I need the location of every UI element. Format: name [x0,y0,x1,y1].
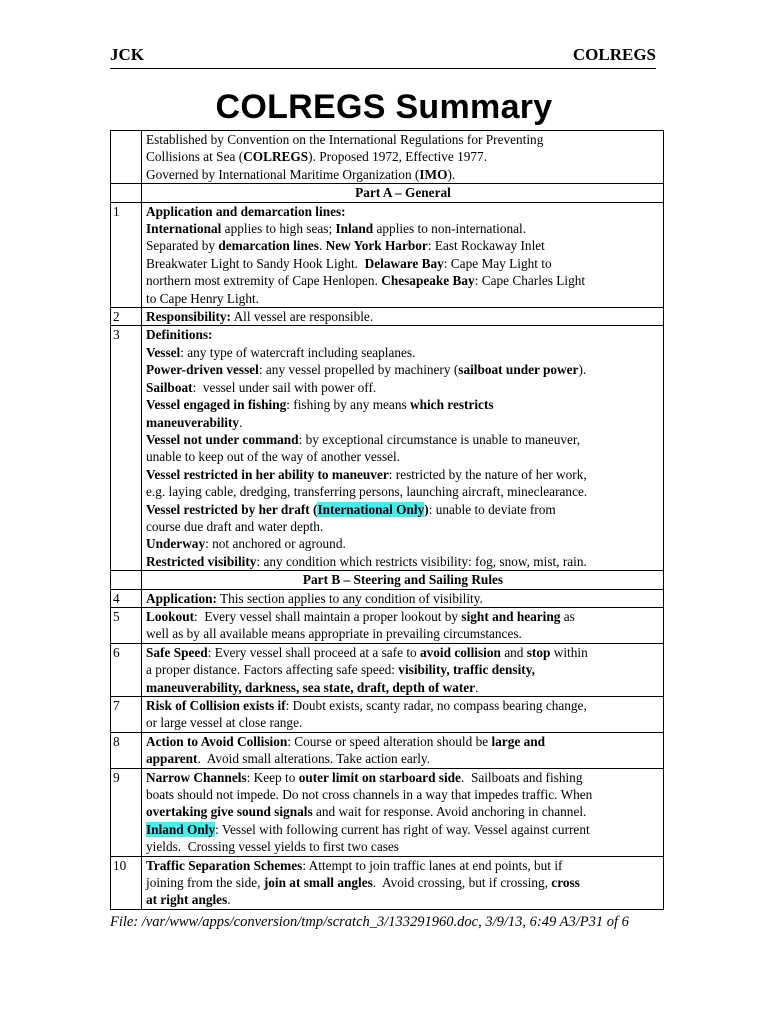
text-line [146,786,660,803]
text-run: : Every vessel shall proceed at a safe to [207,644,420,660]
bold-text: Vessel [146,344,181,360]
bold-text: which restricts [409,397,494,413]
bold-text: Vessel restricted by her draft ( [146,501,318,517]
bold-text: overtaking give sound signals [146,804,313,820]
text-run: All vessel are responsible. [230,309,374,325]
text-line [146,483,660,500]
summary-table-body [111,131,664,910]
text-run: : not anchored or aground. [205,536,346,552]
text-line [146,733,660,750]
bold-text: maneuverability, darkness, sea state, draft, depth of water [146,679,476,695]
text-line [146,590,660,607]
rule-row [111,202,664,307]
text-line [146,714,660,731]
rule-text [142,131,664,184]
text-line [146,874,660,891]
rule-number: 4 [111,589,142,607]
text-run: to Cape Henry Light. [146,290,259,306]
text-line [146,308,660,325]
bold-text: outer limit on starboard side [298,769,461,785]
rule-row [111,697,664,733]
bold-text: Inland [335,221,374,237]
bold-text: demarcation lines [218,238,319,254]
text-run: and wait for response. Avoid anchoring in channel. [312,804,587,820]
text-run: . [227,892,231,908]
text-run: within [550,644,588,660]
bold-text: Application: [146,590,217,606]
text-run: : Keep to [246,769,299,785]
bold-text: visibility, traffic density, [398,662,535,678]
rule-number: 9 [111,768,142,856]
text-run: : fishing by any means [286,397,410,413]
rule-number: 8 [111,732,142,768]
bold-text: Power-driven vessel [146,362,259,378]
rule-number: 1 [111,202,142,307]
bold-text: large and [491,733,546,749]
text-line [146,750,660,767]
text-line [146,272,660,289]
rule-row [111,589,664,607]
bold-text: join at small angles [263,875,373,891]
text-run: course due draft and water depth. [146,518,324,534]
rule-text [142,697,664,733]
bold-text: Delaware Bay [364,255,444,271]
text-run: and [500,644,527,660]
text-run: ). [447,166,456,182]
text-run: Collisions at Sea ( [146,149,244,165]
rule-text [142,589,664,607]
bold-text: at right angles [146,892,228,908]
text-run: : Vessel with following current has right of way. Vessel against current [215,821,590,837]
highlighted-text: International Only [317,501,425,517]
bold-text: stop [526,644,551,660]
text-line [146,838,660,855]
bold-text: Vessel not under command [146,431,299,447]
text-run: : any vessel propelled by machinery ( [258,362,459,378]
rule-number: 6 [111,643,142,696]
rule-text [142,856,664,909]
text-run: . [475,679,479,695]
highlighted-text: Inland Only [146,821,216,837]
rule-text [142,732,664,768]
text-line [146,891,660,908]
text-line [146,166,660,183]
rule-text [142,607,664,643]
text-run: as [560,608,575,624]
text-line [146,466,660,483]
rule-row [111,732,664,768]
rule-number: 10 [111,856,142,909]
text-line [146,326,660,343]
text-line [146,857,660,874]
bold-text: Safe Speed [146,644,208,660]
bold-text: Action to Avoid Collision [146,733,288,749]
text-line [146,661,660,678]
bold-text: Traffic Separation Schemes [146,857,303,873]
text-run: : vessel under sail with power off. [192,379,377,395]
text-line [146,608,660,625]
text-line [146,203,660,220]
text-run: : by exceptional circumstance is unable to maneuver, [298,431,581,447]
bold-text: Responsibility: [146,309,231,325]
rule-number [111,184,142,202]
text-run: . Avoid small alterations. Take action early. [197,751,431,767]
rule-number: 3 [111,326,142,571]
bold-text: IMO [419,166,448,182]
text-line [146,361,660,378]
text-line [146,131,660,148]
text-run: northern most extremity of Cape Henlopen. [146,273,382,289]
bold-text: Chesapeake Bay [381,273,475,289]
bold-text: New York Harbor [325,238,428,254]
bold-text: Lookout [146,608,195,624]
rule-row [111,131,664,184]
text-line [146,237,660,254]
text-run: : Attempt to join traffic lanes at end points, but if [302,857,563,873]
rule-number: 5 [111,607,142,643]
text-run: : Every vessel shall maintain a proper lookout by [194,608,462,624]
text-run: : unable to deviate from [428,501,556,517]
header-left: JCK [110,45,144,64]
text-line [146,290,660,307]
text-run: boats should not impede. Do not cross channels in a way that impedes traffic. When [146,787,593,803]
bold-text: Sailboat [146,379,193,395]
rule-number: 2 [111,308,142,326]
text-line [146,255,660,272]
bold-text: maneuverability [146,414,240,430]
bold-text: Vessel engaged in fishing [146,397,287,413]
rule-row [111,607,664,643]
text-line [146,431,660,448]
rule-row [111,326,664,571]
text-line [146,396,660,413]
rule-number: 7 [111,697,142,733]
header-right: COLREGS [572,45,656,64]
text-run: : any type of watercraft including seaplanes. [180,344,416,360]
text-line [146,220,660,237]
bold-text: Risk of Collision exists if [146,698,286,713]
rule-text [142,768,664,856]
text-run: . [239,414,243,430]
bold-text: avoid collision [419,644,501,660]
text-run: well as by all available means appropriate in prevailing circumstances. [146,626,522,642]
rule-row [111,768,664,856]
part-heading-row [111,184,664,202]
text-line [146,769,660,786]
text-line [146,535,660,552]
rule-row [111,856,664,909]
bold-text: cross [551,875,580,891]
text-run: yields. Crossing vessel yields to first two cases [146,839,399,855]
bold-text: Underway [146,536,206,552]
text-run: . Avoid crossing, but if crossing, [372,875,552,891]
bold-text: Narrow Channels [146,769,247,785]
rule-text [142,202,664,307]
bold-text: Restricted visibility [146,553,257,569]
text-line [146,414,660,431]
text-run: or large vessel at close range. [146,715,303,731]
text-run: : Course or speed alteration should be [287,733,492,749]
text-line [146,625,660,642]
bold-text: apparent [146,751,198,767]
text-run: . [318,238,326,254]
bold-text: sight and hearing [461,608,561,624]
text-run: Governed by International Maritime Organization ( [146,166,420,182]
rule-number [111,571,142,589]
text-run: : restricted by the nature of her work, [388,466,587,482]
page-header [110,44,656,69]
rule-text [142,326,664,571]
bold-text: International [146,221,222,237]
bold-text: Application and demarcation lines: [146,203,346,219]
text-run: This section applies to any condition of visibility. [216,590,483,606]
text-line [146,344,660,361]
text-run: e.g. laying cable, dredging, transferring persons, launching aircraft, mineclearance. [146,484,588,500]
page-title: COLREGS Summary [215,88,553,126]
text-line [146,697,660,714]
text-run: ). Proposed 1972, Effective 1977. [308,149,488,165]
text-run: Established by Convention on the International Regulations for Preventing [146,132,544,147]
text-run: : Doubt exists, scanty radar, no compass bearing change, [285,698,587,713]
text-line [146,448,660,465]
text-run: a proper distance. Factors affecting safe speed: [146,662,399,678]
text-line [146,644,660,661]
text-line [146,518,660,535]
text-run: applies to non-international. [373,221,527,237]
text-run: : any condition which restricts visibility: fog, snow, mist, rain. [256,553,587,569]
text-line [146,379,660,396]
rule-number [111,131,142,184]
part-heading: Part B – Steering and Sailing Rules [142,571,664,589]
text-run: : East Rockaway Inlet [427,238,545,254]
text-run: ). [578,362,587,378]
part-heading: Part A – General [142,184,664,202]
text-run: Breakwater Light to Sandy Hook Light. [146,255,365,271]
part-heading-row [111,571,664,589]
bold-text: ) [424,501,429,517]
text-run: joining from the side, [146,875,264,891]
text-run: : Cape May Light to [443,255,552,271]
text-line [146,679,660,696]
text-run: . Sailboats and fishing [460,769,583,785]
text-line [146,821,660,838]
rule-text [142,643,664,696]
bold-text: Definitions: [146,327,213,343]
file-footer: File: /var/www/apps/conversion/tmp/scratch_3/133291960.doc, 3/9/13, 6:49 A3/P31 of 6 [110,914,629,930]
rule-text [142,308,664,326]
text-run: Separated by [146,238,219,254]
text-line [146,803,660,820]
text-run: applies to high seas; [221,221,336,237]
text-run: unable to keep out of the way of another vessel. [146,449,401,465]
bold-text: COLREGS [243,149,309,165]
summary-table [110,130,664,910]
text-line [146,501,660,518]
text-run: : Cape Charles Light [474,273,586,289]
text-line [146,553,660,570]
bold-text: sailboat under power [458,362,579,378]
rule-row [111,308,664,326]
bold-text: Vessel restricted in her ability to maneuver [146,466,389,482]
rule-row [111,643,664,696]
text-line [146,148,660,165]
